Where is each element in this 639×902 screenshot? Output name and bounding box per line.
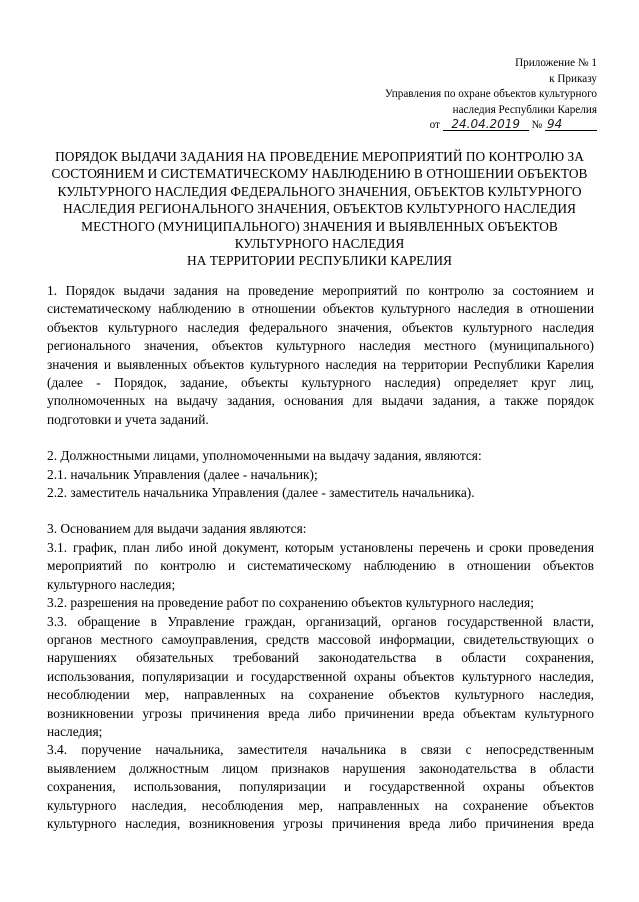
body-line: наследия; — [47, 723, 103, 739]
body-line: (далее - Порядок, задание, объекты культурного наследия) определяет круг лиц, — [47, 375, 594, 391]
title-line: ПОРЯДОК ВЫДАЧИ ЗАДАНИЯ НА ПРОВЕДЕНИЕ МЕРОПРИЯТИЙ ПО КОНТРОЛЮ ЗА — [55, 149, 584, 164]
appendix-order-ref: к Приказу — [549, 72, 597, 85]
appendix-number: Приложение № 1 — [515, 57, 597, 69]
body-line: возникновении угрозы причинения вреда либо причинении вреда объектам культурного — [47, 705, 594, 721]
body-line: 1. Порядок выдачи задания на проведение мероприятий по контролю за состоянием и — [47, 283, 594, 298]
body-line: сохранения, использования, популяризации и государственной охраны объектов — [47, 779, 594, 795]
body-line: 3. Основанием для выдачи задания являются: — [47, 521, 307, 537]
body-line: 2.1. начальник Управления (далее - начальник); — [47, 466, 318, 482]
appendix-header — [385, 56, 597, 134]
date-prefix: от — [429, 119, 440, 132]
number-sign: № — [531, 119, 543, 132]
body-line: 3.2. разрешения на проведение работ по сохранению объектов культурного наследия; — [47, 595, 534, 611]
body-line: выявлением должностным лицом признаков нарушения законодательства в области — [47, 760, 594, 776]
body-line: органов местного самоуправления, средств массовой информации, свидетельствующих о — [47, 631, 594, 647]
body-line: 2. Должностными лицами, уполномоченными на выдачу задания, являются: — [47, 448, 482, 464]
body-line: культурного наследия, несоблюдения мер, направленных на сохранение объектов — [47, 797, 594, 813]
handwritten-number: 94 — [545, 118, 597, 131]
body-line: мероприятий по контролю и систематическому наблюдению в отношении объектов — [47, 558, 594, 574]
document-body — [47, 282, 594, 833]
section-2 — [47, 447, 594, 502]
document-title — [40, 148, 599, 270]
title-line: НА ТЕРРИТОРИИ РЕСПУБЛИКИ КАРЕЛИЯ — [187, 253, 452, 269]
body-line: нарушениях обязательных требований законодательства в области сохранения, — [47, 650, 594, 666]
body-line: подготовки и учета заданий. — [47, 411, 209, 427]
body-line: регионального значения, объектов культурного наследия местного (муниципального) — [47, 338, 594, 354]
body-line: использования, популяризации и государственной охраны объектов культурного наследия, — [47, 668, 594, 684]
title-line: СОСТОЯНИЕМ И СИСТЕМАТИЧЕСКОМУ НАБЛЮДЕНИЮ В ОТНОШЕНИИ ОБЪЕКТОВ — [51, 166, 588, 182]
body-line: уполномоченных на выдачу задания, основания для выдачи задания, а также порядок — [47, 393, 594, 409]
body-line: 3.1. график, план либо иной документ, которым установлены перечень и сроки проведения — [47, 539, 594, 555]
body-line: культурного наследия, возникновения угрозы причинения вреда либо причинения вреда — [47, 815, 594, 831]
title-line: КУЛЬТУРНОГО НАСЛЕДИЯ — [234, 236, 405, 252]
body-line: культурного наследия; — [47, 576, 176, 592]
section-3 — [47, 520, 594, 833]
handwritten-date: 24.04.2019 — [443, 118, 529, 131]
body-line: значения и выявленных объектов культурного наследия на территории Республики Карелия — [47, 356, 594, 372]
body-line: 2.2. заместитель начальника Управления (далее - заместитель начальника). — [47, 485, 475, 501]
section-1 — [47, 282, 594, 429]
body-line: систематическому наблюдению в отношении объектов культурного наследия в отношении — [47, 301, 594, 317]
body-line: объектов культурного наследия федерального значения, объектов культурного наследия — [47, 319, 594, 335]
appendix-authority: Управления по охране объектов культурного — [384, 88, 597, 101]
body-line: 3.4. поручение начальника, заместителя начальника в связи с непосредственным — [47, 742, 594, 758]
body-line: 3.3. обращение в Управление граждан, организаций, органов государственной власти, — [47, 613, 594, 629]
appendix-region: наследия Республики Карелия — [452, 103, 597, 116]
title-line: КУЛЬТУРНОГО НАСЛЕДИЯ ФЕДЕРАЛЬНОГО ЗНАЧЕНИЯ, ОБЪЕКТОВ КУЛЬТУРНОГО — [57, 183, 582, 199]
title-line: МЕСТНОГО (МУНИЦИПАЛЬНОГО) ЗНАЧЕНИЯ И ВЫЯВЛЕННЫХ ОБЪЕКТОВ — [81, 218, 558, 234]
body-line: несоблюдении мер, направленных на сохранение объектов культурного наследия, — [47, 687, 594, 703]
title-line: НАСЛЕДИЯ РЕГИОНАЛЬНОГО ЗНАЧЕНИЯ, ОБЪЕКТОВ КУЛЬТУРНОГО НАСЛЕДИЯ — [63, 201, 576, 217]
appendix-date-line — [385, 118, 597, 134]
